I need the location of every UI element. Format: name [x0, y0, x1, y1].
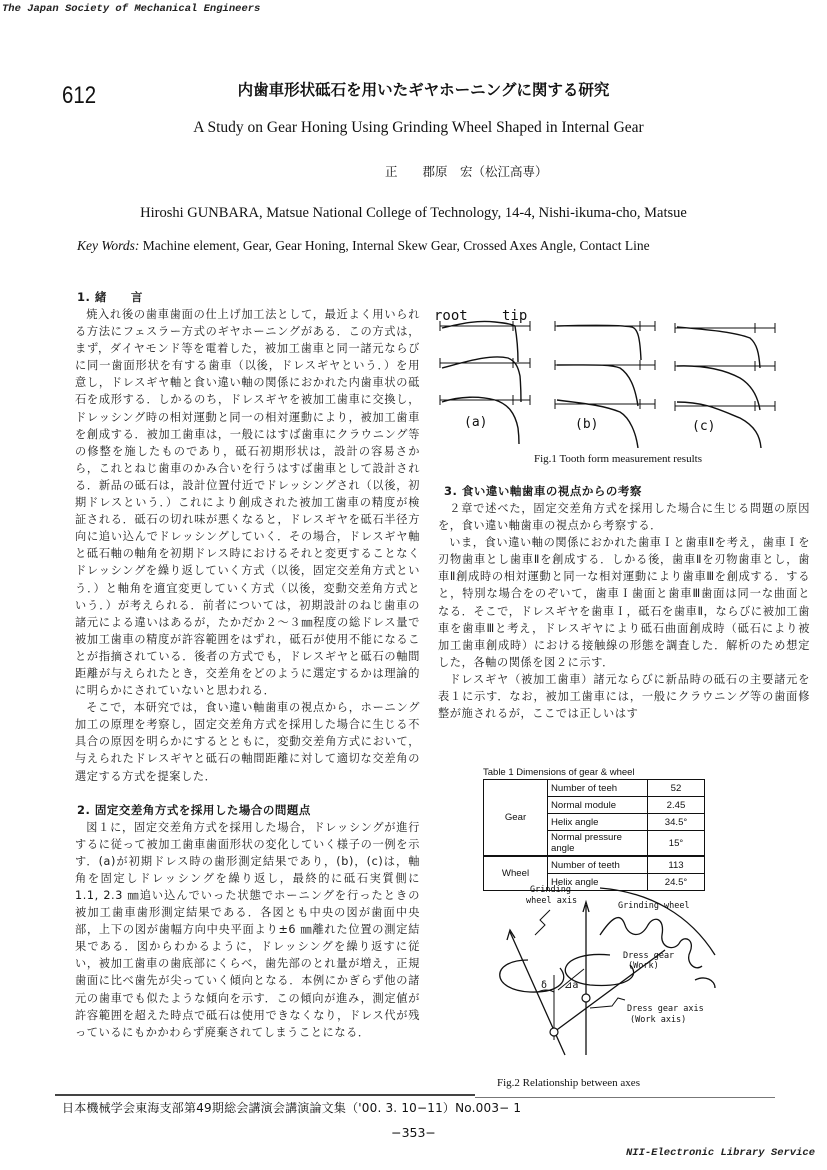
- figure-1-panel-a-label: (a): [464, 415, 488, 430]
- label-grinding-axis-1: Grinding: [530, 885, 571, 895]
- author-japanese: 正 郡原 宏（松江高専）: [385, 164, 548, 179]
- title-english: A Study on Gear Honing Using Grinding Wheel Shaped in Internal Gear: [193, 119, 644, 136]
- figure-1-panel-b-label: (b): [575, 417, 599, 432]
- dress-gear-center-marker: [582, 994, 590, 1002]
- table-cell-value: 52: [648, 780, 705, 797]
- label-delta: δ: [541, 980, 548, 991]
- right-column: [438, 483, 810, 722]
- figure-1-caption: Fig.1 Tooth form measurement results: [534, 453, 702, 465]
- grinding-wheel-arc: [600, 888, 715, 955]
- figure-2: [490, 880, 720, 1070]
- title-japanese: 内歯車形状砥石を用いたギヤホーニングに関する研究: [237, 81, 610, 99]
- section-3-paragraph-2: いま，食い違い軸の関係におかれた歯車Ｉと歯車Ⅱを考え，歯車Ｉを刃物歯車とし歯車Ⅱを創成する．しかる後，歯車Ⅱを刃物歯車とし，歯車Ⅱ創成時の相対運動と同一な相対運動により歯車Ⅲを創成する．すると，特別な場合をのぞいて，歯車Ｉ歯面と歯車Ⅲ歯面は同一な曲面となる．そこで，ドレスギヤを歯車Ｉ，砥石を歯車Ⅱ，ならびに被加工歯車を歯車Ⅲと考え，ドレスギヤにより砥石曲面創成時（砥石により被加工歯車創成時）における接触線の形態を調査した．解析のため想定した，各軸の関係を図２に示す．: [438, 536, 810, 669]
- keywords-list: Machine element, Gear, Gear Honing, Internal Skew Gear, Crossed Axes Angle, Contact Line: [139, 238, 650, 253]
- section-2-heading: 2. 固定交差角方式を採用した場合の問題点: [77, 802, 311, 817]
- label-dress-axis-1: Dress gear axis: [627, 1004, 704, 1014]
- keywords: [77, 238, 650, 254]
- label-dress-axis-2: (Work axis): [630, 1015, 687, 1025]
- table-group-wheel: Wheel: [484, 856, 548, 891]
- figure-1-panel-c-label: (c): [692, 419, 716, 434]
- table-cell-value: 113: [648, 856, 705, 874]
- panel-c-traces: [675, 323, 775, 448]
- label-dress-gear-1: Dress gear: [623, 951, 675, 961]
- footer-conference: 日本機械学会東海支部第49期総会講演会講演論文集（'00. 3. 10−11）No.003− 1: [62, 1101, 522, 1115]
- crossing-point-marker: [550, 1028, 558, 1036]
- table-cell-label: Helix angle: [548, 874, 648, 891]
- table-cell-label: Normal module: [548, 797, 648, 814]
- table-cell-value: 2.45: [648, 797, 705, 814]
- figure-1-plot: [420, 298, 810, 448]
- panel-b-traces: [555, 321, 655, 448]
- figure-2-caption: Fig.2 Relationship between axes: [497, 1077, 640, 1089]
- grinding-wheel-axis-line: [510, 932, 565, 1055]
- table-cell-value: 15°: [648, 831, 705, 857]
- section-1-paragraph-2: そこで，本研究では，食い違い軸歯車の視点から，ホーニング加工の原理を考察し，固定交差角方式を採用した場合に生じる不具合の原因を明らかにするとともに，変動交差角方式において，与えられたドレスギヤと砥石の軸間距離に対して適切な交差角の選定する方式を提案した．: [75, 701, 420, 783]
- table-cell-label: Number of teeh: [548, 780, 648, 797]
- table-cell-value: 34.5°: [648, 814, 705, 831]
- section-1-heading: 1. 緒 言: [77, 290, 143, 304]
- footer-divider-right: [475, 1097, 775, 1098]
- section-3-paragraph-1: ２章で述べた，固定交差角方式を採用した場合に生じる問題の原因を，食い違い軸歯車の視点から考察する．: [438, 502, 810, 533]
- figure-1-root-label: root: [434, 308, 468, 324]
- table-cell-label: Number of teeth: [548, 856, 648, 874]
- label-grinding-wheel: Grinding wheel: [618, 901, 690, 911]
- table-row: [484, 856, 705, 874]
- author-english: Hiroshi GUNBARA, Matsue National College of Technology, 14-4, Nishi-ikuma-cho, Matsue: [140, 205, 687, 221]
- keywords-label: Key Words:: [77, 238, 140, 253]
- table-cell-label: Normal pressure angle: [548, 831, 648, 857]
- section-3-paragraph-3: ドレスギヤ（被加工歯車）諸元ならびに新品時の砥石の主要諸元を表１に示す．なお，被加工歯車には，一般にクラウニング等の歯面修整が施されるが，ここでは正しいはす: [438, 672, 810, 721]
- section-2-paragraph-1: 図１に，固定交差角方式を採用した場合，ドレッシングが進行するに従って被加工歯車歯面形状の変化していく様子の一例を示す．(a)が初期ドレス時の歯形測定結果であり，(b)，(c)は，軸角を固定しドレッシングを繰り返し，最終的に砥石実質側に 1.1, 2.3 ㎜追い込んでいった状態でホーニングを行ったときの被加工歯車歯形測定結果である．各図とも中央の図が歯面中央部，上下の図が歯幅方向中央平面より±6 ㎜離れた位置の測定結果である．図からわかるように，ドレッシングを繰り返すに従い，被加工歯車の歯底部にくらべ，歯先部のとれ量が増え，正規歯面に比べ歯先が尖っていく傾向となる．本例にかぎらず他の諸元の歯車でも似たような傾向を示す．この傾向が進み，測定値が許容範囲を超えた時点で砥石は使用できなくなり，ドレス代が残っているにもかかわらず廃棄されてしまうことになる．: [75, 820, 420, 1039]
- section-1-paragraph-1: 焼入れ後の歯車歯面の仕上げ加工法として，最近よく用いられる方法にフェスラー方式のギヤホーニングがある．この方式は，まず，ダイヤモンド等を電着した，被加工歯車と同一諸元ならびに同一歯面形状を有する歯車（以後，ドレスギヤという．）を用意し，ドレスギヤ軸と食い違い軸の関係におかれた内歯車状の砥石を成形する．しかるのち，ドレスギヤを被加工歯車に交換し，ドレッシング時の相対運動と同一の相対運動により，被加工歯車を創成する．被加工歯車は，一般にはすば歯車にクラウニング等の修整を施したものであり，砥石初期形状は，設計の容易さから，これとねじ歯車のかみ合いを行うはすば歯車として設計される．新品の砥石は，設計位置付近でドレッシングされ（以後，初期ドレスという．）これにより創成された被加工歯車の精度が検証される．砥石の切れ味が悪くなると，ドレスギヤを砥石半径方向に追い込んでドレッシングしていく．その場合，ドレスギヤ軸と砥石軸の軸角を初期ドレス時におけるそれと変更することなくドレッシングを繰り返していく方式（以後，固定交差角方式という．）と軸角を適宜変更していく方式（以後，変動交差角方式という．）が考えられる．前者については，初期設計のねじ歯車の諸元による違いはあるが，たかだか２～３㎜程度の総ドレス量で被加工歯車の精度が許容範囲をはずれ，砥石が使用不能になることが指摘されている．後者の方式でも，ドレスギヤと砥石の軸間距離が与えられたとき，交差角をどのように選定するかは理論的に明らかにされていないと思われる．: [75, 308, 420, 698]
- table-cell-value: 24.5°: [648, 874, 705, 891]
- figure-1: [420, 298, 810, 448]
- table-1-caption: Table 1 Dimensions of gear & wheel: [483, 767, 635, 778]
- section-3-heading: 3. 食い違い軸歯車の視点からの考察: [444, 484, 642, 498]
- paper-number: 612: [62, 82, 97, 109]
- label-dress-gear-2: (Work): [628, 961, 659, 971]
- figure-2-diagram: [490, 880, 720, 1070]
- footer-divider: [55, 1094, 475, 1096]
- nii-service: NII-Electronic Library Service: [625, 1147, 815, 1159]
- table-cell-label: Helix angle: [548, 814, 648, 831]
- label-delta-a: ⊿a: [564, 980, 579, 991]
- page-number: −353−: [391, 1125, 436, 1140]
- label-grinding-axis-2: wheel axis: [526, 896, 578, 906]
- table-group-gear: Gear: [484, 780, 548, 857]
- table-row: [484, 780, 705, 797]
- society-header: The Japan Society of Mechanical Engineers: [2, 3, 261, 15]
- left-column: [75, 289, 420, 1041]
- table-1: [483, 779, 705, 891]
- figure-1-tip-label: tip: [502, 308, 528, 324]
